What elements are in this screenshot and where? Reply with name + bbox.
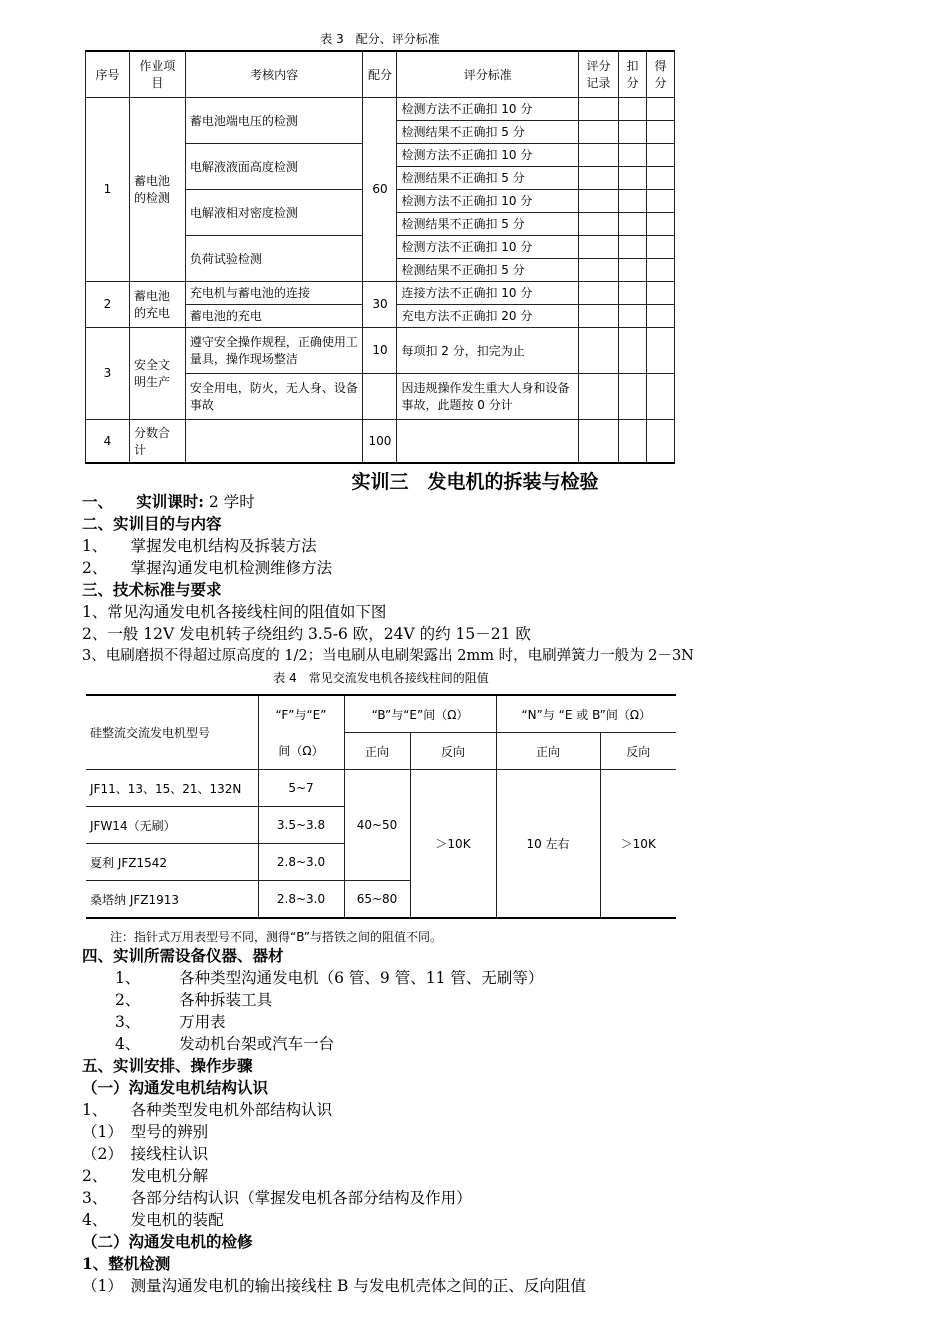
row4-score: 100: [363, 419, 397, 463]
sec5-item: 1、 各种类型发电机外部结构认识: [82, 1101, 333, 1119]
table3-scoring: [85, 50, 675, 464]
sec4-item: 1、 各种类型沟通发电机（6 管、9 管、11 管、无刷等）: [115, 969, 544, 987]
row3-standard-1: 每项扣 2 分，扣完为止: [397, 327, 579, 373]
sec4-item: 3、 万用表: [115, 1013, 226, 1031]
row2-standard-1: 连接方法不正确扣 10 分: [397, 281, 579, 304]
header-ne-reverse: 反向: [600, 733, 676, 770]
model-cell: 桑塔纳 JFZ1913: [86, 881, 258, 919]
sec1-label: 一、 实训课时:: [82, 492, 204, 511]
table4-note: 注：指针式万用表型号不同，测得“B”与搭铁之间的阻值不同。: [110, 930, 443, 944]
row1-content-3: 电解液相对密度检测: [185, 189, 363, 235]
row3-content-2: 安全用电，防火，无人身、设备事故: [185, 373, 363, 419]
sec5-item: （2） 接线柱认识: [82, 1145, 209, 1163]
row2-score: 30: [363, 281, 397, 327]
header-standard: 评分标准: [397, 51, 579, 97]
standard-cell: 检测方法不正确扣 10 分: [397, 97, 579, 120]
row1-item: 蓄电池的检测: [129, 97, 185, 281]
table3-caption: 表 3 配分、评分标准: [320, 32, 440, 46]
sec2-item: 2、 掌握沟通发电机检测维修方法: [82, 559, 333, 577]
sec4-item: 2、 各种拆装工具: [115, 991, 273, 1009]
section-title: 实训三 发电机的拆装与检验: [351, 471, 599, 493]
header-record: 评分记录: [579, 51, 619, 97]
row1-score: 60: [363, 97, 397, 281]
sec3-item: 1、常见沟通发电机各接线柱间的阻值如下图: [82, 603, 387, 621]
standard-cell: 检测结果不正确扣 5 分: [397, 166, 579, 189]
sec3-item: 2、一般 12V 发电机转子绕组约 3.5-6 欧，24V 的约 15－21 欧: [82, 625, 531, 643]
model-cell: JFW14（无刷）: [86, 807, 258, 844]
sec5-item: 3、 各部分结构认识（掌握发电机各部分结构及作用）: [82, 1189, 472, 1207]
sec2-item: 1、 掌握发电机结构及拆装方法: [82, 537, 317, 555]
row2-no: 2: [86, 281, 130, 327]
header-be: “B”与“E”间（Ω）: [344, 695, 496, 733]
model-cell: 夏利 JFZ1542: [86, 844, 258, 881]
header-item: 作业项目: [129, 51, 185, 97]
row3-item: 安全文明生产: [129, 327, 185, 419]
standard-cell: 检测结果不正确扣 5 分: [397, 258, 579, 281]
row2-item: 蓄电池的充电: [129, 281, 185, 327]
table4-caption: 表 4 常见交流发电机各接线柱间的阻值: [273, 671, 489, 685]
header-ne-forward: 正向: [496, 733, 600, 770]
header-be-reverse: 反向: [410, 733, 496, 770]
sec5-item: （1） 型号的辨别: [82, 1123, 209, 1141]
row3-no: 3: [86, 327, 130, 419]
header-content: 考核内容: [185, 51, 363, 97]
sec5-item: 4、 发电机的装配: [82, 1211, 224, 1229]
standard-cell: 检测结果不正确扣 5 分: [397, 120, 579, 143]
sec5-item: 2、 发电机分解: [82, 1167, 209, 1185]
row1-content-1: 蓄电池端电压的检测: [185, 97, 363, 143]
sec5-last: （1） 测量沟通发电机的输出接线柱 B 与发电机壳体之间的正、反向阻值: [82, 1277, 586, 1295]
standard-cell: 检测方法不正确扣 10 分: [397, 189, 579, 212]
row1-no: 1: [86, 97, 130, 281]
standard-cell: 检测方法不正确扣 10 分: [397, 235, 579, 258]
row3-content-1: 遵守安全操作规程，正确使用工量具，操作现场整洁: [185, 327, 363, 373]
table4-resistance: [86, 694, 676, 919]
sec1-value: 2 学时: [203, 493, 255, 511]
sec5-sub2: （二）沟通发电机的检修: [82, 1232, 253, 1251]
header-be-forward: 正向: [344, 733, 410, 770]
row3-standard-2: 因违规操作发生重大人身和设备事故，此题按 0 分计: [397, 373, 579, 419]
row4-item: 分数合计: [129, 419, 185, 463]
sec5-sub1: （一）沟通发电机结构认识: [82, 1078, 269, 1097]
sec4-heading: 四、实训所需设备仪器、器材: [82, 946, 284, 965]
row4-no: 4: [86, 419, 130, 463]
sec3-item: 3、电刷磨损不得超过原高度的 1/2；当电刷从电刷架露出 2mm 时，电刷弹簧力一般为 2－3N: [82, 648, 694, 664]
header-fe-unit: 间（Ω）: [258, 733, 344, 770]
row1-content-4: 负荷试验检测: [185, 235, 363, 281]
be-forward-cell: 65~80: [344, 881, 410, 919]
ne-reverse-cell: ＞10K: [600, 770, 676, 919]
be-forward-cell: 40~50: [344, 770, 410, 881]
standard-cell: 检测方法不正确扣 10 分: [397, 143, 579, 166]
sec5-heading: 五、实训安排、操作步骤: [82, 1056, 253, 1075]
fe-cell: 3.5~3.8: [258, 807, 344, 844]
fe-cell: 5~7: [258, 770, 344, 807]
header-deduct: 扣分: [619, 51, 647, 97]
row1-content-2: 电解液液面高度检测: [185, 143, 363, 189]
header-fe: “F”与“E”: [258, 695, 344, 733]
fe-cell: 2.8~3.0: [258, 881, 344, 919]
header-ne: “N”与 “E 或 B”间（Ω）: [496, 695, 676, 733]
sec4-item: 4、 发动机台架或汽车一台: [115, 1035, 335, 1053]
row2-content-1: 充电机与蓄电池的连接: [185, 281, 363, 304]
model-cell: JF11、13、15、21、132N: [86, 770, 258, 807]
row2-standard-2: 充电方法不正确扣 20 分: [397, 304, 579, 327]
sec5-sub3: 1、整机检测: [82, 1254, 171, 1273]
header-score: 配分: [363, 51, 397, 97]
ne-forward-cell: 10 左右: [496, 770, 600, 919]
header-get: 得分: [646, 51, 674, 97]
row3-score: 10: [363, 327, 397, 373]
header-model: 硅整流交流发电机型号: [86, 695, 258, 770]
header-no: 序号: [86, 51, 130, 97]
fe-cell: 2.8~3.0: [258, 844, 344, 881]
sec3-heading: 三、技术标准与要求: [82, 580, 222, 599]
sec2-heading: 二、实训目的与内容: [82, 514, 222, 533]
standard-cell: 检测结果不正确扣 5 分: [397, 212, 579, 235]
row2-content-2: 蓄电池的充电: [185, 304, 363, 327]
be-reverse-cell: ＞10K: [410, 770, 496, 919]
